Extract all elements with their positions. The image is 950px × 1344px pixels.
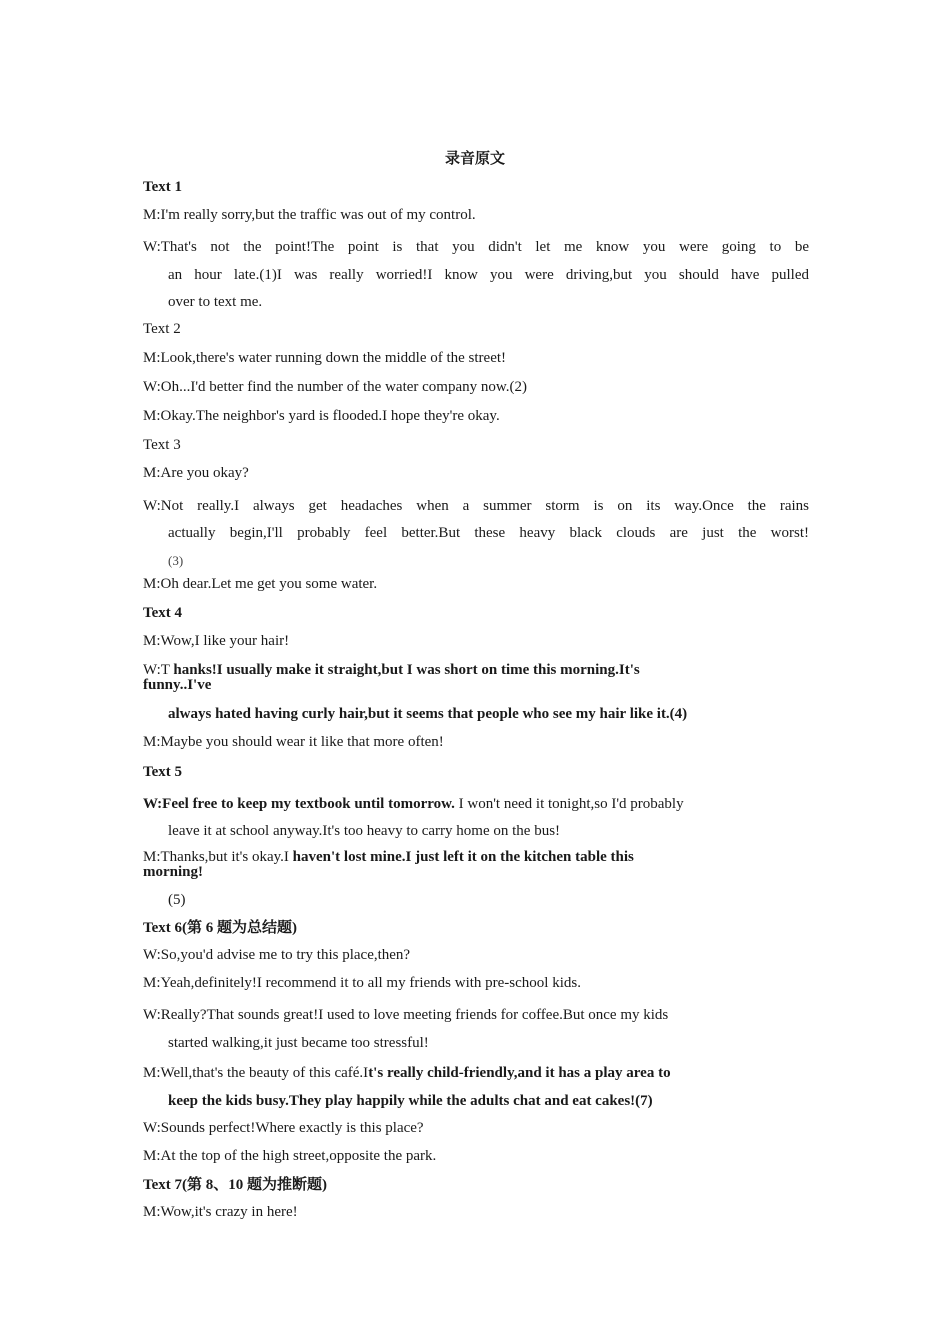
text6-line-6: keep the kids busy.They play happily while the adults chat and eat cakes!(7) — [168, 1093, 653, 1109]
text1-heading: Text 1 — [143, 179, 183, 195]
text5-line-1-rest: I won't need it tonight,so I'd probably — [454, 796, 684, 812]
text6-line-5 — [143, 1064, 671, 1082]
text5-line-3-bold: haven't lost mine.I just left it on the kitchen table this — [292, 849, 634, 865]
text3-line-5: M:Oh dear.Let me get you some water. — [143, 576, 378, 592]
text1-line-4: over to text me. — [168, 294, 263, 310]
text6-line-1: W:So,you'd advise me to try this place,then? — [143, 947, 411, 963]
text5-line-3 — [143, 848, 634, 866]
text4-line-1: M:Wow,I like your hair! — [143, 633, 290, 649]
text4-line-2-bold: hanks!I usually make it straight,but I was short on time this morning.It's — [173, 662, 640, 678]
text5-line-3-start: M:Thanks,but it's okay.I — [143, 849, 293, 865]
text2-line-2: W:Oh...I'd better find the number of the water company now.(2) — [143, 379, 527, 395]
text3-line-4: (3) — [168, 553, 184, 568]
text4-line-3: funny..I've — [143, 677, 212, 693]
text5-line-1 — [143, 795, 684, 813]
text3-line-2: W:Not really.I always get headaches when a summer storm is on its way.Once the rains — [143, 498, 809, 514]
text6-line-8: M:At the top of the high street,opposite the park. — [143, 1148, 437, 1164]
text7-heading: Text 7(第 8、10 题为推断题) — [143, 1177, 328, 1193]
text6-line-3: W:Really?That sounds great!I used to love meeting friends for coffee.But once my kids — [143, 1007, 669, 1023]
text4-line-5: M:Maybe you should wear it like that more often! — [143, 734, 444, 750]
text6-line-5-bold: t's really child-friendly,and it has a play area to — [368, 1065, 671, 1081]
text3-heading: Text 3 — [143, 437, 181, 453]
page-title: 录音原文 — [444, 151, 505, 167]
text5-line-1-bold: W:Feel free to keep my textbook until tomorrow. — [143, 796, 455, 812]
text4-heading: Text 4 — [143, 605, 183, 621]
text4-line-2 — [143, 661, 640, 679]
text3-line-3: actually begin,I'll probably feel better.But these heavy black clouds are just the worst! — [168, 525, 809, 541]
text1-line-3: an hour late.(1)I was really worried!I know you were driving,but you should have pulled — [168, 267, 809, 283]
text2-line-3: M:Okay.The neighbor's yard is flooded.I hope they're okay. — [143, 408, 500, 424]
text6-line-5-start: M:Well,that's the beauty of this café.I — [143, 1065, 369, 1081]
text4-line-2-start: W:T — [143, 662, 170, 678]
text2-line-1: M:Look,there's water running down the middle of the street! — [143, 350, 507, 366]
text5-line-2: leave it at school anyway.It's too heavy to carry home on the bus! — [168, 823, 561, 839]
text2-heading: Text 2 — [143, 321, 181, 337]
text1-line-2: W:That's not the point!The point is that you didn't let me know you were going to be — [143, 239, 809, 255]
text4-line-4: always hated having curly hair,but it seems that people who see my hair like it.(4) — [168, 706, 688, 722]
text6-heading: Text 6(第 6 题为总结题) — [143, 920, 298, 936]
text3-line-1: M:Are you okay? — [143, 465, 249, 481]
text7-line-1: M:Wow,it's crazy in here! — [143, 1204, 298, 1220]
text5-heading: Text 5 — [143, 764, 183, 780]
text5-line-5: (5) — [168, 892, 186, 908]
text5-line-4: morning! — [143, 864, 203, 880]
text6-line-2: M:Yeah,definitely!I recommend it to all my friends with pre-school kids. — [143, 975, 581, 991]
text6-line-4: started walking,it just became too stressful! — [168, 1035, 429, 1051]
text1-line-1: M:I'm really sorry,but the traffic was out of my control. — [143, 207, 476, 223]
text6-line-7: W:Sounds perfect!Where exactly is this place? — [143, 1120, 424, 1136]
